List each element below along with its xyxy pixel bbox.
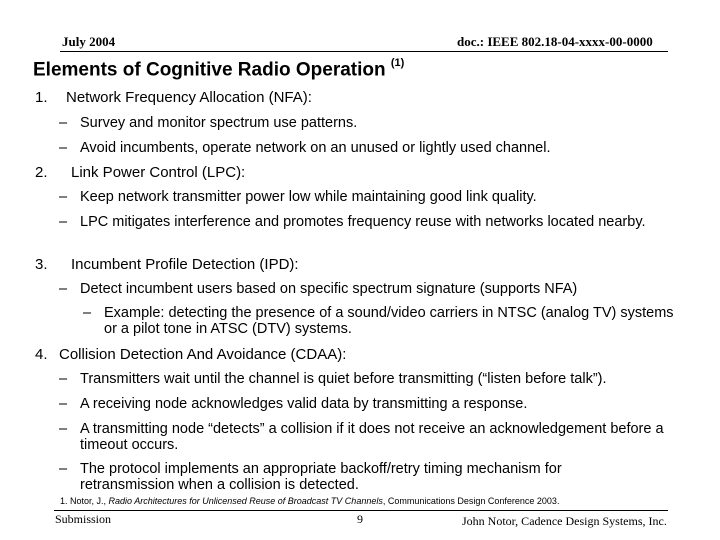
section-number: 2. [35,164,48,181]
bullet-text: LPC mitigates interference and promotes frequency reuse with networks located nearby. [80,214,646,230]
sub-bullet-text: Example: detecting the presence of a sound/video carriers in NTSC (analog TV) systems or a pilot tone in ATSC (DTV) systems. [104,305,674,337]
bullet-dash: – [59,371,68,387]
section-number: 4. [35,346,48,363]
bullet-text: Transmitters wait until the channel is quiet before transmitting (“listen before talk”). [80,371,607,387]
bullet-text: Survey and monitor spectrum use patterns. [80,115,358,131]
section-heading: Network Frequency Allocation (NFA): [66,89,312,106]
bullet-dash: – [59,115,68,131]
footnote-prefix: 1. Notor, J., [60,496,109,506]
bullet-text: Avoid incumbents, operate network on an unused or lightly used channel. [80,140,551,156]
bullet-dash: – [59,214,68,230]
title-text: Elements of Cognitive Radio Operation [33,59,386,81]
sub-bullet-dash: – [83,305,92,321]
bullet-text: Keep network transmitter power low while maintaining good link quality. [80,189,537,205]
bullet-text: Detect incumbent users based on specific spectrum signature (supports NFA) [80,281,578,297]
footnote-suffix: , Communications Design Conference 2003. [382,496,560,506]
section-heading: Collision Detection And Avoidance (CDAA): [59,346,347,363]
section-number: 1. [35,89,48,106]
bullet-text: The protocol implements an appropriate backoff/retry timing mechanism for retransmission when a collision is detected. [80,461,562,493]
bullet-dash: – [59,281,68,297]
bullet-dash: – [59,189,68,205]
header-doc-id: doc.: IEEE 802.18-04-xxxx-00-0000 [457,34,653,49]
header-rule [60,51,668,52]
bullet-text: A receiving node acknowledges valid data by transmitting a response. [80,396,528,412]
bullet-text: A transmitting node “detects” a collision if it does not receive an acknowledgement before a timeout occurs. [80,421,664,453]
footer-page-number: 9 [357,512,363,526]
footnote-title: Radio Architectures for Unlicensed Reuse of Broadcast TV Channels [108,496,383,506]
section-heading: Incumbent Profile Detection (IPD): [71,256,299,273]
bullet-dash: – [59,461,68,477]
header-date: July 2004 [62,34,116,49]
bullet-dash: – [59,396,68,412]
page-title [33,59,404,81]
footer-rule [54,510,668,511]
title-superscript: (1) [390,57,405,69]
bullet-dash: – [59,421,68,437]
footnote [60,496,559,506]
footer-author: John Notor, Cadence Design Systems, Inc. [462,514,667,528]
section-heading: Link Power Control (LPC): [71,164,246,181]
footer-submission: Submission [55,512,112,526]
section-number: 3. [35,256,48,273]
bullet-dash: – [59,140,68,156]
